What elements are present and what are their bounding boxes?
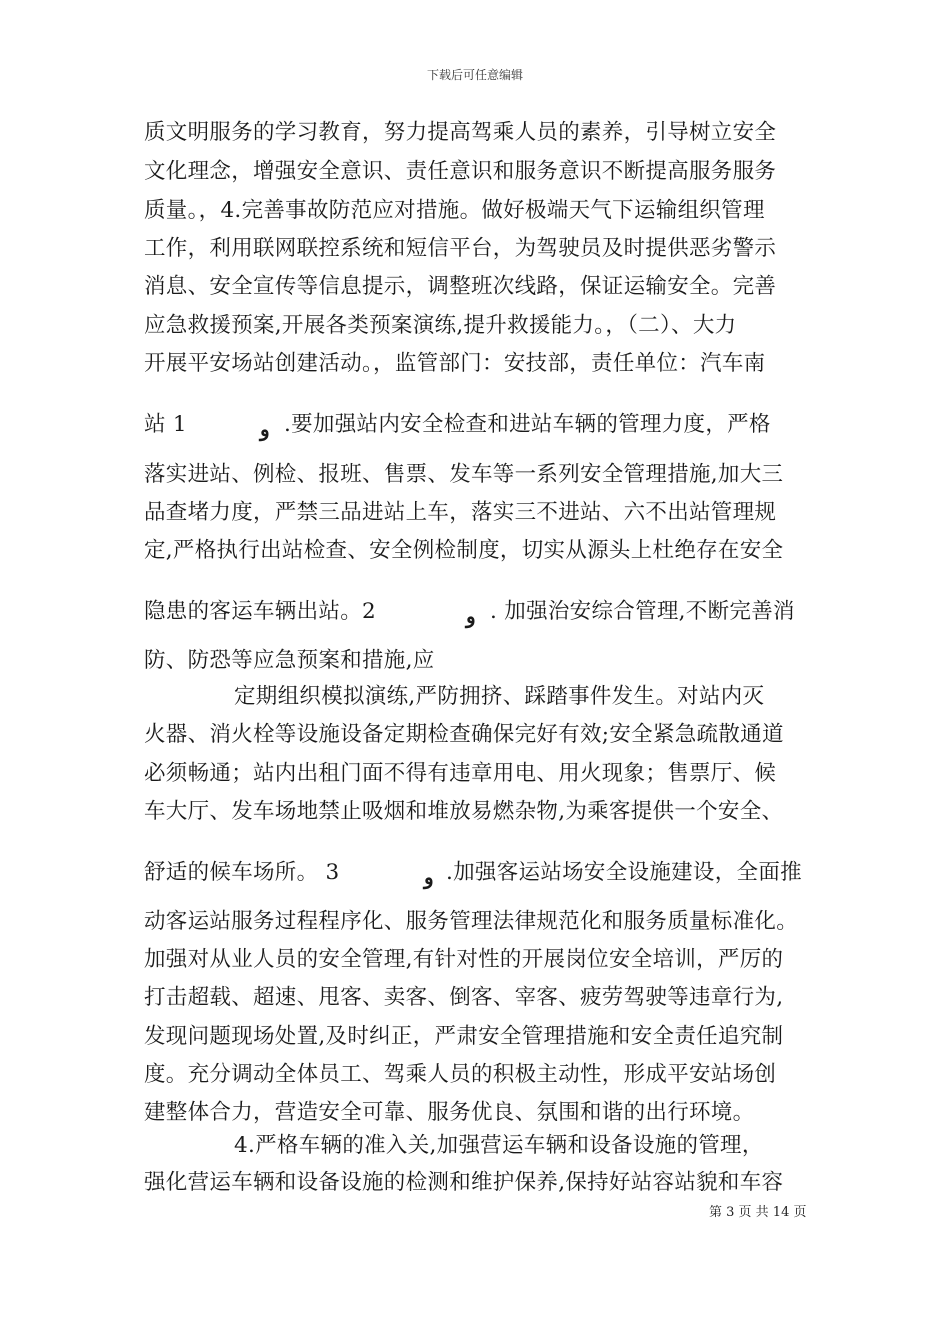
split-line-left: 隐患的客运车辆出站。2 — [144, 599, 376, 624]
split-line-left: 舒适的候车场所。 3 — [144, 860, 340, 885]
body-line: 建整体合力，营造安全可靠、服务优良、氛围和谐的出行环境。 — [144, 1100, 755, 1125]
split-line-left: 站 1 — [144, 412, 187, 437]
body-line: 火器、消火栓等设施设备定期检查确保完好有效;安全紧急疏散通道 — [144, 722, 784, 747]
body-line: 落实进站、例检、报班、售票、发车等一系列安全管理措施,加大三 — [144, 462, 784, 487]
body-line: 开展平安场站创建活动。，监管部门：安技部，责任单位：汽车南 — [144, 351, 766, 376]
body-line: 文化理念，增强安全意识、责任意识和服务意识不断提高服务服务 — [144, 159, 777, 184]
body-line: 品查堵力度，严禁三品进站上车，落实三不进站、六不出站管理规 — [144, 500, 777, 525]
split-line-right: .加强客运站场安全设施建设，全面推 — [446, 860, 802, 885]
body-line: 必须畅通；站内出租门面不得有违章用电、用火现象；售票厅、候 — [144, 761, 777, 786]
body-line: 定期组织模拟演练,严防拥挤、踩踏事件发生。对站内灭 — [234, 684, 765, 709]
body-line: 4.严格车辆的准入关,加强营运车辆和设备设施的管理， — [234, 1133, 764, 1158]
body-line: 加强对从业人员的安全管理,有针对性的开展岗位安全培训，严厉的 — [144, 947, 784, 972]
split-line-right: .要加强站内安全检查和进站车辆的管理力度，严格 — [284, 412, 771, 437]
body-line: 车大厅、发车场地禁止吸烟和堆放易燃杂物,为乘客提供一个安全、 — [144, 799, 784, 824]
body-line: 质量。，4.完善事故防范应对措施。做好极端天气下运输组织管理 — [144, 198, 765, 223]
body-line: 应急救援预案,开展各类预案演练,提升救援能力。，（二）、大力 — [144, 313, 737, 338]
bullet-mark: و — [466, 604, 476, 628]
split-line — [144, 858, 802, 889]
body-line: 质文明服务的学习教育，努力提高驾乘人员的素养，引导树立安全 — [144, 120, 777, 145]
body-line: 打击超载、超速、甩客、卖客、倒客、宰客、疲劳驾驶等违章行为, — [144, 985, 784, 1010]
body-line: 工作，利用联网联控系统和短信平台，为驾驶员及时提供恶劣警示 — [144, 236, 777, 261]
body-line: 发现问题现场处置,及时纠正，严肃安全管理措施和安全责任追究制 — [144, 1024, 784, 1049]
split-line — [144, 597, 795, 628]
body-line: 防、防恐等应急预案和措施,应 — [144, 648, 435, 673]
bullet-mark: و — [260, 417, 270, 441]
body-line: 度。充分调动全体员工、驾乘人员的积极主动性，形成平安站场创 — [144, 1062, 777, 1087]
split-line — [144, 410, 771, 441]
page-header: 下载后可任意编辑 — [426, 68, 523, 82]
body-line: 动客运站服务过程程序化、服务管理法律规范化和服务质量标准化。 — [144, 909, 799, 934]
body-line: 消息、安全宣传等信息提示，调整班次线路，保证运输安全。完善 — [144, 274, 777, 299]
split-line-right: . 加强治安综合管理,不断完善消 — [490, 599, 795, 624]
body-line: 定,严格执行出站检查、安全例检制度，切实从源头上杜绝存在安全 — [144, 538, 784, 563]
body-line: 强化营运车辆和设备设施的检测和维护保养,保持好站容站貌和车容 — [144, 1170, 784, 1195]
page-number: 第 3 页 共 14 页 — [709, 1205, 807, 1220]
bullet-mark: و — [424, 865, 434, 889]
